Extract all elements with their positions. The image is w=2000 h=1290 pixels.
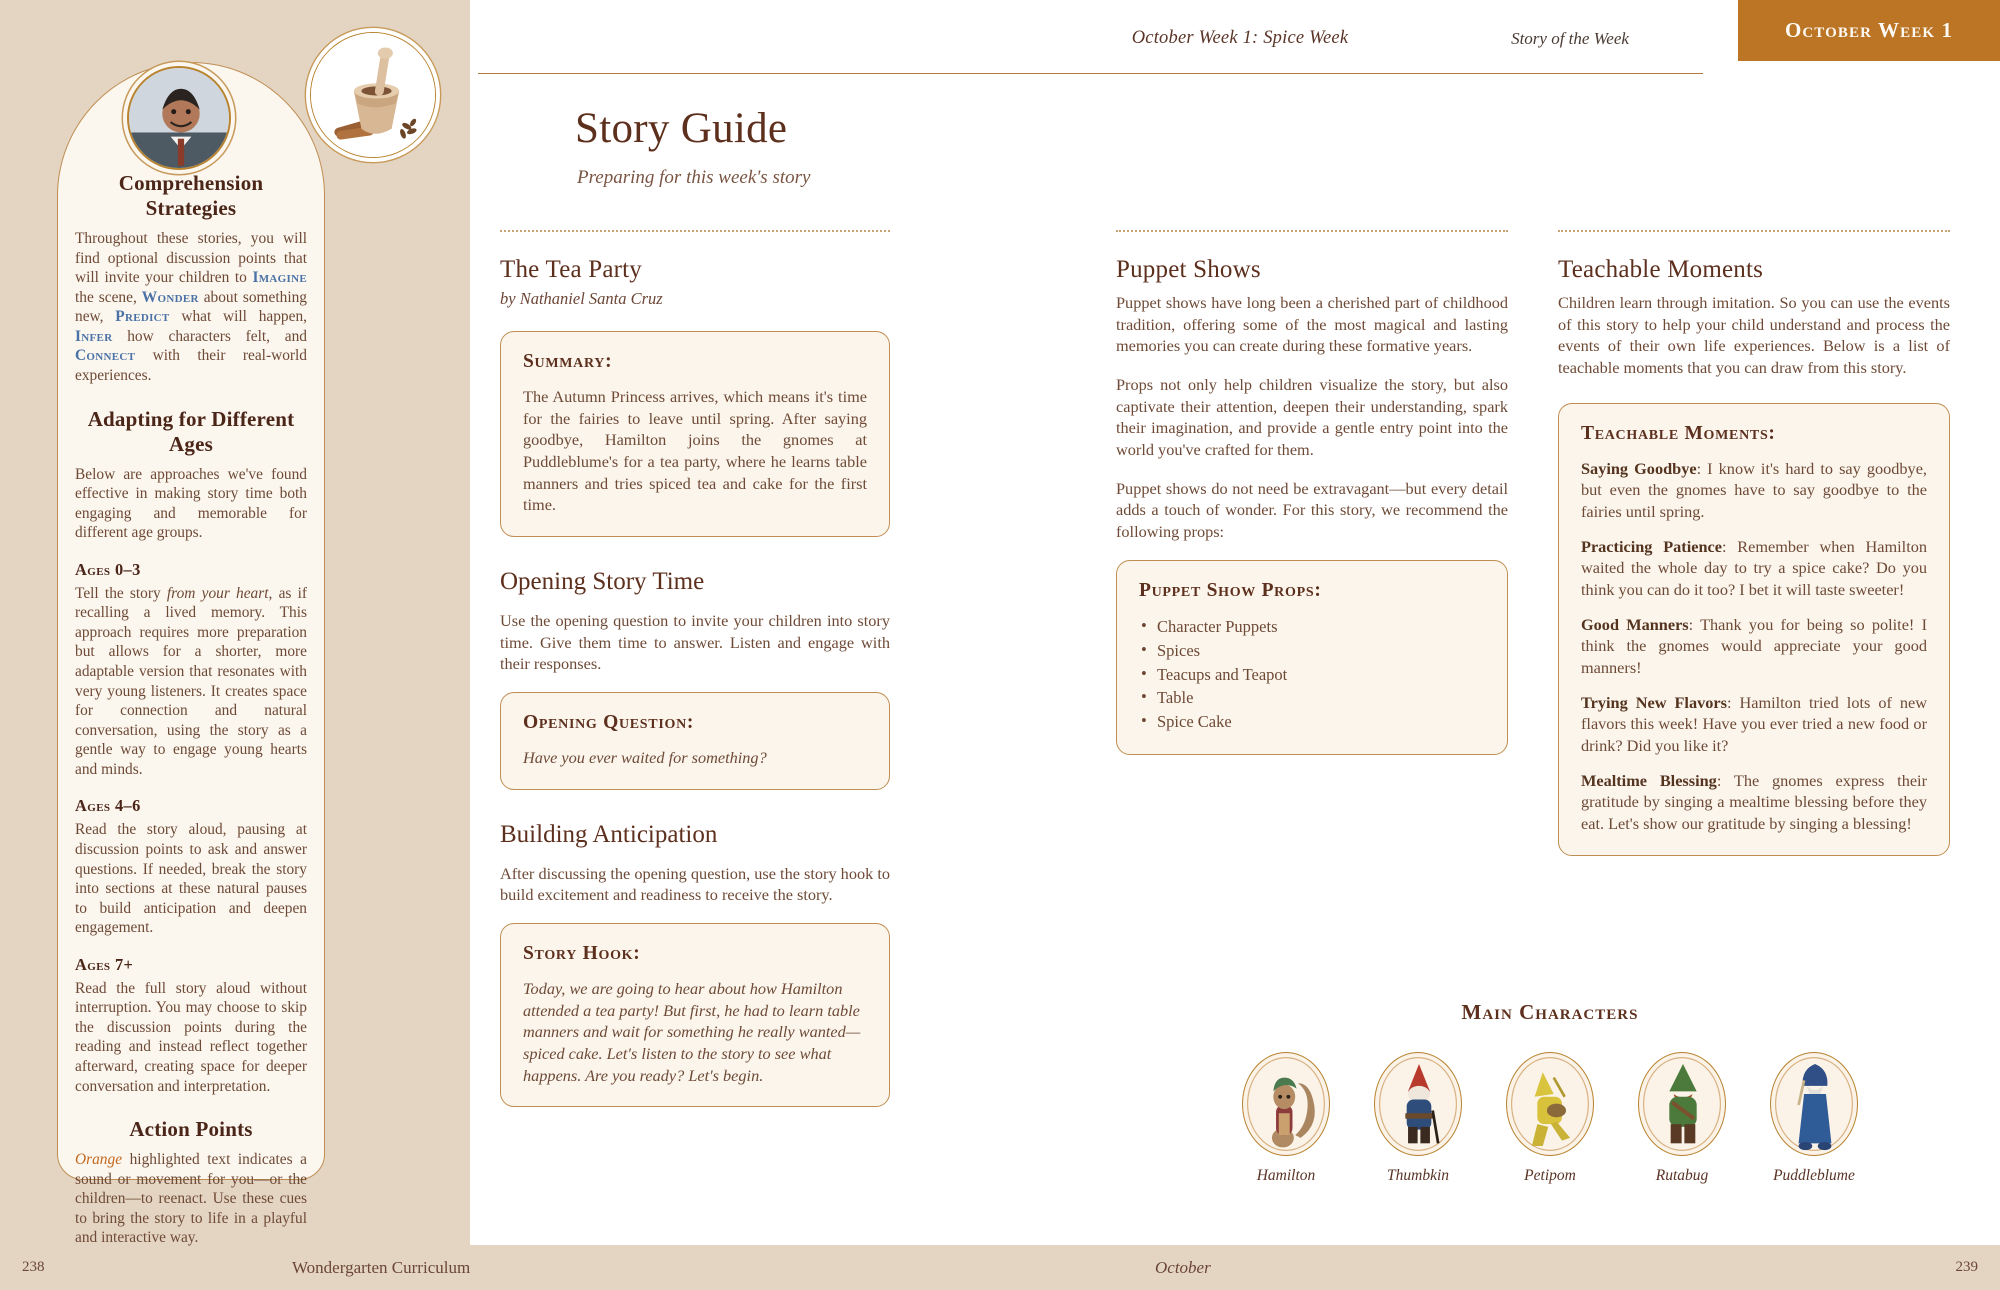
list-item: • Spice Cake (1139, 710, 1485, 734)
character-name: Petipom (1524, 1167, 1576, 1184)
teachable-moment-label: Saying Goodbye (1581, 458, 1697, 478)
summary-card-heading: Summary: (523, 351, 613, 372)
character-name: Rutabug (1655, 1167, 1709, 1184)
adapting-heading: Adapting for Different Ages (87, 406, 295, 456)
character-name: Puddleblume (1773, 1167, 1855, 1184)
keyword-imagine: Imagine (252, 269, 307, 287)
header-section-label: Story of the Week (1511, 29, 1629, 48)
column-tea-party (500, 230, 890, 1107)
list-item: • Character Puppets (1139, 615, 1485, 639)
opening-story-time-body: Use the opening question to invite your children into story time. Give them time to answer. Listen and engage with their responses. (500, 611, 890, 674)
page-header (470, 0, 2000, 73)
gnome-yellow-drummer-portrait (1506, 1052, 1594, 1156)
character-thumbkin (1362, 1052, 1474, 1185)
week-tab-label: October Week 1 (1784, 18, 1954, 42)
puppet-show-props-heading: Puppet Show Props: (1139, 579, 1322, 601)
author-portrait-avatar (127, 66, 231, 170)
teachable-moment-label: Mealtime Blessing (1581, 770, 1717, 790)
main-characters-section (1230, 1000, 1870, 1185)
puppet-shows-paragraph-0: Puppet shows have long been a cherished part of childhood tradition, offering some of the most magical and lasting memories you can create during these formative years. (1116, 293, 1508, 356)
opening-question-card (500, 692, 890, 790)
comprehension-paragraph: Throughout these stories, you will find optional discussion points that will invite your children to Imagine the scene, Wonder about something new, Predict what will happen, Infer how characters felt, and Connect with their real-world experiences. (75, 230, 307, 384)
age-group-label-1: Ages 4–6 (75, 796, 141, 816)
teachable-moment-item: Mealtime Blessing: The gnomes express their gratitude by singing a mealtime blessing before they eat. Let's show our gratitude by singing a blessing! (1581, 770, 1928, 834)
age-group-label-0: Ages 0–3 (75, 559, 141, 579)
teachable-moments-heading: Teachable Moments (1558, 256, 1764, 283)
column-b-divider (1116, 230, 1508, 232)
header-divider (478, 73, 1703, 74)
summary-card (500, 331, 890, 537)
adapting-intro: Below are approaches we've found effective in making story time both engaging and memorable for different age groups. (75, 465, 307, 542)
character-puddleblume (1758, 1052, 1870, 1185)
character-name: Thumbkin (1387, 1167, 1449, 1184)
puppet-shows-paragraph-1: Props not only help children visualize the story, but also captivate their attention, deepen their understanding, spark their imagination, and provide a gentle entry point into the world you've crafted for them. (1116, 375, 1508, 460)
teachable-moments-card-heading: Teachable Moments: (1581, 422, 1776, 444)
teachable-moment-label: Trying New Flavors (1581, 692, 1727, 712)
column-c-divider (1558, 230, 1950, 232)
teachable-moment-label: Good Manners (1581, 614, 1689, 634)
story-title: The Tea Party (500, 256, 643, 283)
list-item: • Teacups and Teapot (1139, 663, 1485, 687)
building-anticipation-heading: Building Anticipation (500, 820, 718, 848)
teachable-moments-intro: Children learn through imitation. So you can use the events of this story to help your child understand and process the events of their own life experiences. Below is a list of teachable moments that you can draw from this story. (1558, 293, 1950, 378)
squirrel-character-portrait (1242, 1052, 1330, 1156)
story-byline: by Nathaniel Santa Cruz (500, 289, 663, 308)
list-item: • Table (1139, 686, 1485, 710)
footer-page-left: 238 (22, 1259, 45, 1275)
story-hook-heading: Story Hook: (523, 943, 641, 965)
page-title: Story Guide (575, 105, 788, 152)
footer-month: October (1155, 1257, 1211, 1277)
puppet-show-props-card (1116, 560, 1508, 756)
teachable-moment-item: Practicing Patience: Remember when Hamilton waited the whole day to try a spice cake? Do you think you can do it too? I bet it will taste sweeter! (1581, 536, 1927, 600)
gnome-blue-red-hat-portrait (1374, 1052, 1462, 1156)
keyword-wonder: Wonder (141, 288, 199, 306)
character-rutabug (1626, 1052, 1738, 1185)
column-puppet-shows (1116, 230, 1508, 755)
puppet-shows-paragraph-2: Puppet shows do not need be extravagant—but every detail adds a touch of wonder. For this story, we recommend the following props: (1116, 478, 1508, 542)
header-week-label: October Week 1: Spice Week (1131, 28, 1349, 48)
building-anticipation-body: After discussing the opening question, use the story hook to build excitement and readiness to receive the story. (500, 863, 890, 905)
keyword-connect: Connect (75, 347, 136, 365)
age-group-emphasis-0: from your heart (166, 584, 269, 602)
puppet-shows-heading: Puppet Shows (1116, 256, 1261, 283)
gnome-green-beard-portrait (1638, 1052, 1726, 1156)
main-characters-heading: Main Characters (1461, 1000, 1639, 1024)
action-points-heading: Action Points (129, 1117, 253, 1142)
summary-card-body: The Autumn Princess arrives, which means it's time for the fairies to leave until spring. After saying goodbye, Hamilton joins the gnomes at Puddleblume's for a tea party, where he learns table manners and tries spiced tea and cake for the first time. (523, 387, 867, 515)
action-points-body: Orange highlighted text indicates a sound or movement for you—or the children—to reenact. Use these cues to bring the story to life in a playful and interactive way. (75, 1151, 307, 1247)
story-hook-card (500, 923, 890, 1107)
opening-question-heading: Opening Question: (523, 712, 695, 734)
mortar-and-pestle-spices-icon (310, 32, 436, 158)
column-a-divider (500, 230, 890, 232)
page-subtitle: Preparing for this week's story (577, 167, 811, 188)
character-petipom (1494, 1052, 1606, 1185)
story-hook-body: Today, we are going to hear about how Hamilton attended a tea party! But first, he had to learn table manners and wait for something he really wanted—spiced cake. Let's listen to the story to see what happens. Are you ready? Let's begin. (523, 979, 861, 1085)
opening-story-time-heading: Opening Story Time (500, 568, 705, 596)
comprehension-heading: Comprehension Strategies (118, 171, 264, 220)
teachable-moment-item: Saying Goodbye: I know it's hard to say goodbye, but even the gnomes have to say goodbye to the fairies until spring. (1581, 458, 1927, 522)
column-teachable-moments (1558, 230, 1950, 856)
keyword-infer: Infer (75, 327, 113, 345)
teachable-moment-item: Good Manners: Thank you for being so polite! I think the gnomes would appreciate your good manners! (1581, 614, 1927, 678)
opening-question-body: Have you ever waited for something? (523, 748, 767, 768)
week-tab-badge (1738, 0, 2000, 61)
wizard-blue-robe-portrait (1770, 1052, 1858, 1156)
action-points-emphasis: Orange (75, 1151, 123, 1169)
footer-book-title: Wondergarten Curriculum (292, 1257, 471, 1277)
comprehension-sidebar (57, 62, 325, 1247)
age-group-label-2: Ages 7+ (75, 954, 134, 974)
age-group-body-1: Read the story aloud, pausing at discussion points to ask and answer questions. If needed, break the story into sections at these natural pauses to build anticipation and deepen engagement. (75, 821, 307, 937)
character-name: Hamilton (1256, 1167, 1316, 1184)
keyword-predict: Predict (115, 308, 170, 326)
teachable-moments-card (1558, 403, 1950, 856)
footer-page-right: 239 (1955, 1259, 1978, 1275)
age-group-body-0: Tell the story from your heart, as if recalling a lived memory. This approach requires more preparation but allows for a shorter, more adaptable version that resonates with very young listeners. It creates space for connection and natural conversation, using the story as a gentle way to engage young hearts and minds. (75, 584, 307, 778)
main-characters-row (1230, 1052, 1870, 1185)
list-item: • Spices (1139, 639, 1485, 663)
puppet-show-props-list (1139, 615, 1485, 735)
teachable-moment-item: Trying New Flavors: Hamilton tried lots of new flavors this week! Have you ever tried a new food or drink? Did you like it? (1581, 692, 1928, 756)
age-group-body-2: Read the full story aloud without interruption. You may choose to skip the discussion points during the reading and instead reflect together afterward, creating space for deeper conversation and interpretation. (75, 979, 307, 1095)
teachable-moment-label: Practicing Patience (1581, 536, 1722, 556)
character-hamilton (1230, 1052, 1342, 1185)
